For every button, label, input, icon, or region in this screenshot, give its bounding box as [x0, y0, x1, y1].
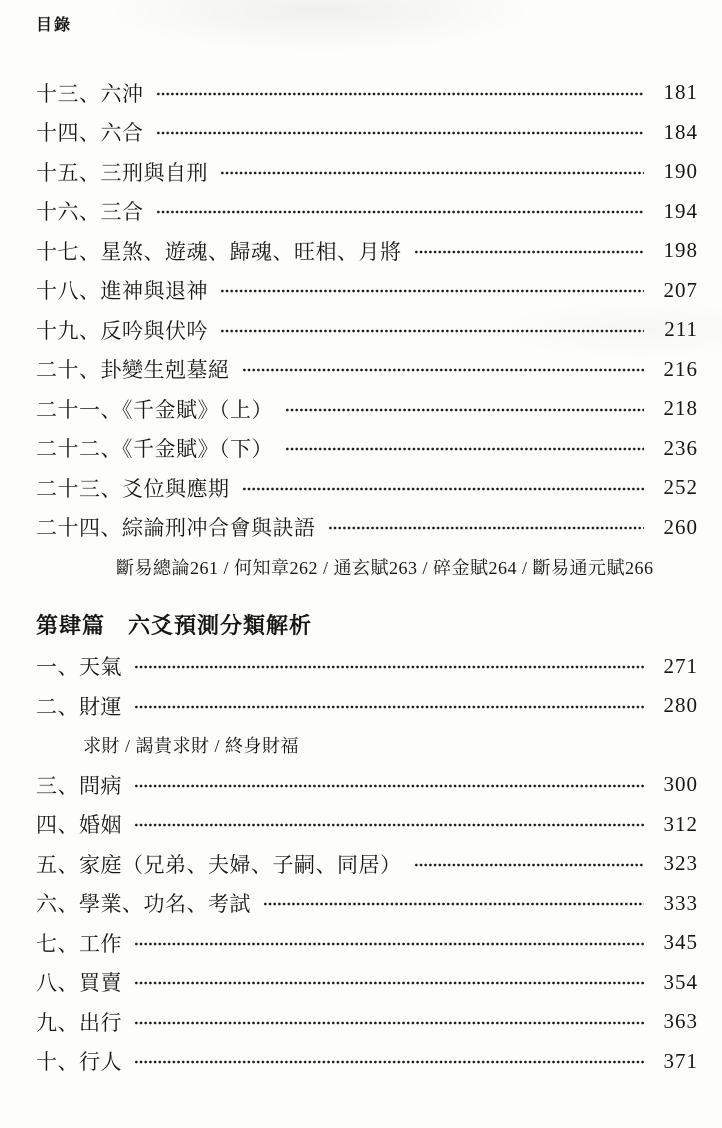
toc-entry-page: 280 [663, 693, 698, 718]
toc-entry [36, 844, 698, 884]
toc-entry-page: 184 [663, 119, 698, 144]
toc-entry [36, 73, 698, 113]
toc-entry [36, 1002, 698, 1042]
toc-entry-page: 354 [663, 969, 698, 994]
dot-leader [134, 1060, 644, 1064]
toc-entry [36, 350, 698, 390]
toc-entry-page: 312 [663, 811, 698, 836]
toc-entry-page: 345 [663, 930, 698, 955]
toc-entry [36, 805, 698, 845]
toc-entry-title: 十、行人 [36, 1050, 122, 1075]
toc-entry [36, 686, 698, 726]
toc-entry [36, 923, 698, 963]
toc-entry-title: 十五、三刑與自刑 [36, 160, 208, 185]
dot-leader [156, 131, 645, 135]
dot-leader [263, 902, 644, 906]
toc-entry [36, 389, 698, 429]
toc-entry-title: 十七、星煞、遊魂、歸魂、旺相、月將 [36, 239, 402, 264]
toc-entry [36, 884, 698, 924]
dot-leader [134, 823, 644, 827]
toc-entry-title: 二十、卦變生剋墓絕 [36, 358, 230, 383]
toc-entry-title: 九、出行 [36, 1010, 122, 1035]
toc-entry-page: 371 [663, 1048, 698, 1073]
dot-leader [285, 408, 644, 412]
toc-entry [36, 765, 698, 805]
dot-leader [414, 863, 645, 867]
toc-entry-title: 八、買賣 [36, 971, 122, 996]
toc-entry-page: 323 [663, 851, 698, 876]
toc-entry-page: 333 [663, 890, 698, 915]
toc-entry-title: 十四、六合 [36, 121, 144, 146]
dot-leader [156, 92, 645, 96]
page-title: 目錄 [36, 17, 73, 34]
dot-leader [134, 1021, 644, 1025]
toc-entry-title: 二十四、綜論刑冲合會與訣語 [36, 516, 316, 541]
toc-entry [36, 271, 698, 311]
toc-entry [36, 963, 698, 1003]
toc-entry-page: 207 [663, 277, 698, 302]
dot-leader [134, 942, 644, 946]
toc-entry-title: 十八、進神與退神 [36, 279, 208, 304]
toc-entry [36, 113, 698, 153]
toc-entry [36, 429, 698, 469]
dot-leader [134, 784, 644, 788]
dot-leader [220, 329, 644, 333]
toc-entry-page: 211 [664, 317, 698, 342]
toc-entry [36, 508, 698, 548]
dot-leader [134, 705, 644, 709]
toc-entry-title: 五、家庭（兄弟、夫婦、子嗣、同居） [36, 852, 402, 877]
section-heading: 第肆篇 六爻預測分類解析 [36, 613, 313, 638]
toc-entry [36, 192, 698, 232]
dot-leader [134, 981, 644, 985]
toc-entry-page: 271 [663, 653, 698, 678]
dot-leader [328, 526, 645, 530]
toc-entry [36, 1042, 698, 1082]
dot-leader [414, 250, 645, 254]
toc-entry-title: 一、天氣 [36, 655, 122, 680]
toc-entry-title: 七、工作 [36, 931, 122, 956]
toc-entry-page: 198 [663, 238, 698, 263]
toc-entry [36, 468, 698, 508]
toc-entry [36, 310, 698, 350]
dot-leader [285, 447, 644, 451]
toc-entry-title: 十九、反吟與伏吟 [36, 318, 208, 343]
toc-entry [36, 152, 698, 192]
toc-entry-title: 四、婚姻 [36, 813, 122, 838]
toc-entry [36, 231, 698, 271]
toc-entry [36, 647, 698, 687]
toc-entry-title: 十三、六沖 [36, 81, 144, 106]
dot-leader [220, 289, 644, 293]
toc-subnote: 斷易總論261 / 何知章262 / 通玄賦263 / 碎金賦264 / 斷易通元賦266 [116, 557, 654, 578]
toc-entry-title: 二、財運 [36, 694, 122, 719]
toc-entry-page: 216 [663, 356, 698, 381]
toc-entry-page: 190 [663, 159, 698, 184]
toc-entry-title: 二十一、《千金賦》（上） [36, 397, 273, 422]
toc-entry-page: 300 [663, 772, 698, 797]
toc-list [36, 73, 698, 1081]
toc-entry-page: 194 [663, 198, 698, 223]
toc-entry-page: 363 [663, 1009, 698, 1034]
dot-leader [220, 171, 644, 175]
dot-leader [156, 210, 645, 214]
dot-leader [242, 487, 645, 491]
toc-entry-page: 218 [663, 396, 698, 421]
toc-entry-title: 六、學業、功名、考試 [36, 892, 251, 917]
toc-entry-title: 十六、三合 [36, 200, 144, 225]
dot-leader [134, 665, 644, 669]
toc-entry-page: 252 [663, 475, 698, 500]
toc-entry-page: 260 [663, 514, 698, 539]
toc-entry-title: 二十三、爻位與應期 [36, 476, 230, 501]
toc-entry-page: 236 [663, 435, 698, 460]
toc-entry-title: 三、問病 [36, 773, 122, 798]
toc-entry-page: 181 [663, 80, 698, 105]
dot-leader [242, 368, 645, 372]
toc-entry-title: 二十二、《千金賦》（下） [36, 437, 273, 462]
toc-subnote: 求財 / 謁貴求財 / 終身財福 [83, 736, 300, 757]
